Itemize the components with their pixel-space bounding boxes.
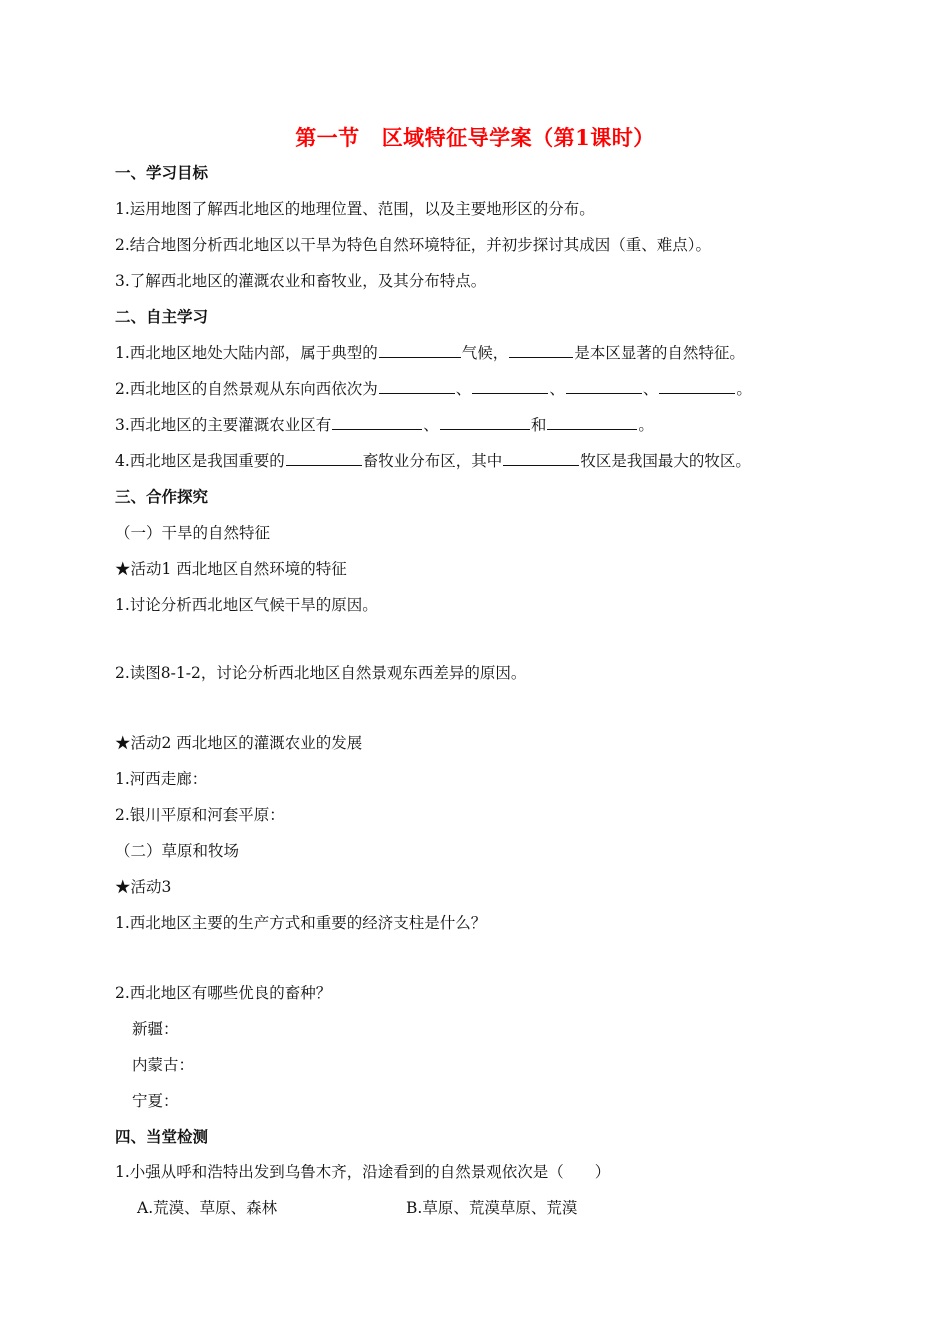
self-study-question-3: 3.西北地区的主要灌溉农业区有 、 和 。 <box>115 416 654 434</box>
activity-title: ★活动1 西北地区自然环境的特征 <box>115 560 347 578</box>
answer-blank[interactable] <box>379 379 455 394</box>
objective-item: 3.了解西北地区的灌溉农业和畜牧业，及其分布特点。 <box>115 272 487 290</box>
answer-blank[interactable] <box>566 379 642 394</box>
check-question-1: 1.小强从呼和浩特出发到乌鲁木齐，沿途看到的自然景观依次是（ ） <box>115 1163 611 1181</box>
activity-title: ★活动2 西北地区的灌溉农业的发展 <box>115 734 363 752</box>
activity-title: ★活动3 <box>115 878 172 896</box>
option-b[interactable]: B.草原、荒漠草原、荒漠 <box>406 1199 578 1217</box>
title-section-number: 第一节 <box>295 125 360 150</box>
answer-blank[interactable] <box>332 415 422 430</box>
breed-region-xinjiang: 新疆： <box>132 1020 179 1038</box>
answer-blank[interactable] <box>547 415 637 430</box>
breed-region-inner-mongolia: 内蒙古： <box>132 1056 195 1074</box>
section-heading-self-study: 二、自主学习 <box>115 307 209 326</box>
answer-blank[interactable] <box>659 379 735 394</box>
self-study-question-1: 1.西北地区地处大陆内部，属于典型的 气候， 是本区显著的自然特征。 <box>115 344 745 362</box>
activity-question: 2.读图8-1-2，讨论分析西北地区自然景观东西差异的原因。 <box>115 664 527 682</box>
answer-blank[interactable] <box>509 343 573 358</box>
option-a[interactable]: A.荒漠、草原、森林 <box>137 1199 278 1217</box>
objective-item: 2.结合地图分析西北地区以干旱为特色自然环境特征，并初步探讨其成因（重、难点）。 <box>115 236 712 254</box>
section-heading-cooperative: 三、合作探究 <box>115 487 209 506</box>
self-study-question-2: 2.西北地区的自然景观从东向西依次为 、 、 、 。 <box>115 380 752 398</box>
activity-question: 1.河西走廊： <box>115 770 208 788</box>
answer-blank[interactable] <box>503 451 579 466</box>
title-text: 区域特征导学案（第1课时） <box>381 125 655 150</box>
answer-blank[interactable] <box>440 415 530 430</box>
subsection-title: （一）干旱的自然特征 <box>115 524 271 542</box>
activity-question: 1.讨论分析西北地区气候干旱的原因。 <box>115 596 378 614</box>
activity-question: 2.银川平原和河套平原： <box>115 806 285 824</box>
self-study-question-4: 4.西北地区是我国重要的 畜牧业分布区，其中 牧区是我国最大的牧区。 <box>115 452 751 470</box>
answer-blank[interactable] <box>472 379 548 394</box>
activity-question: 1.西北地区主要的生产方式和重要的经济支柱是什么？ <box>115 914 487 932</box>
activity-question: 2.西北地区有哪些优良的畜种？ <box>115 984 332 1002</box>
page-title <box>0 122 950 152</box>
objective-item: 1.运用地图了解西北地区的地理位置、范围，以及主要地形区的分布。 <box>115 200 595 218</box>
subsection-title: （二）草原和牧场 <box>115 842 240 860</box>
section-heading-objectives: 一、学习目标 <box>115 163 209 182</box>
answer-blank[interactable] <box>379 343 461 358</box>
section-heading-check: 四、当堂检测 <box>115 1127 209 1146</box>
answer-blank[interactable] <box>286 451 362 466</box>
breed-region-ningxia: 宁夏： <box>132 1092 179 1110</box>
